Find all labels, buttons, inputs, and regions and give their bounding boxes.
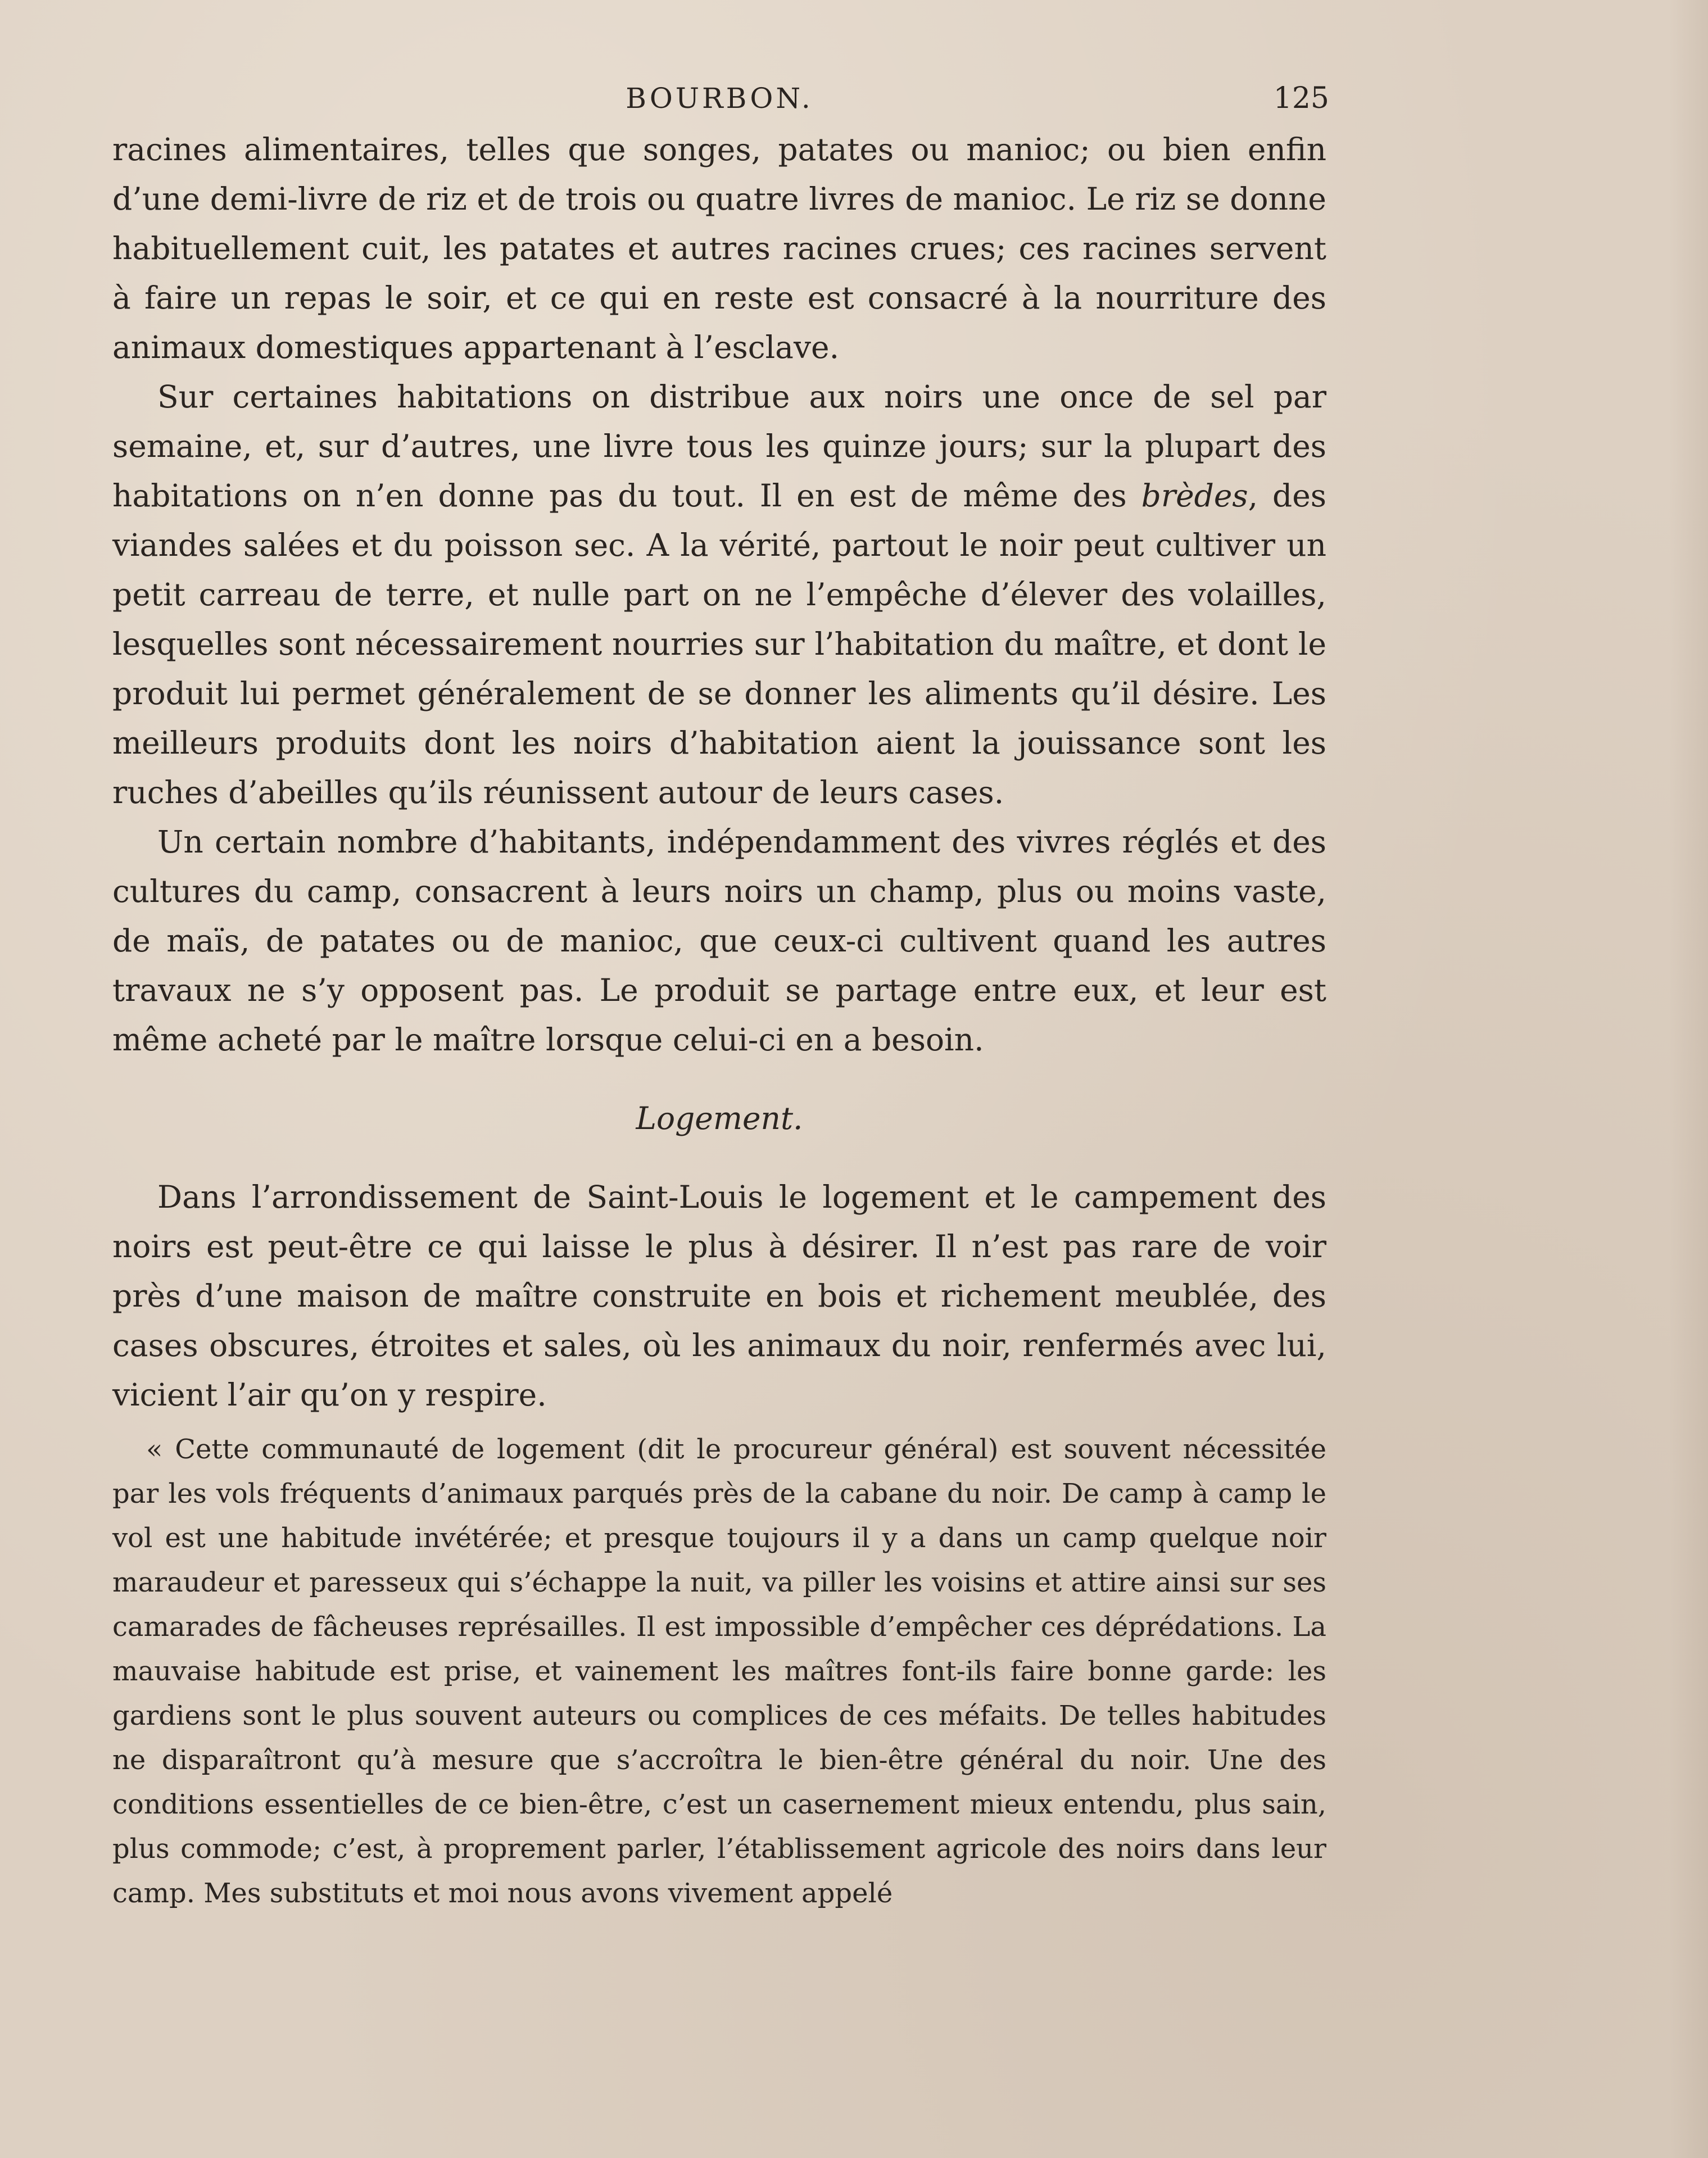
paragraph-salt-rations bbox=[112, 372, 1326, 817]
running-title: BOURBON. bbox=[626, 82, 813, 115]
page-number: 125 bbox=[1273, 81, 1329, 115]
paragraph-salt-rations-start: Sur certaines habitations on distribue aux noirs une once de sel par semaine, et, sur d’autres, une livre tous les quinze jours; sur la plupart des habitations on n’en donne pas du tout. Il en est de même des bbox=[112, 379, 1326, 514]
paragraph-salt-rations-end: , des viandes salées et du poisson sec. A la vérité, partout le noir peut cultiver un petit carreau de terre, et nulle part on ne l’empêche d’élever des volailles, lesquelles sont nécessairement nourries sur l’habitation du maître, et dont le produit lui permet généralement de se donner les aliments qu’il désire. Les meilleurs produits dont les noirs d’habitation aient la jouissance sont les ruches d’abeilles qu’ils réunissent autour de leurs cases. bbox=[112, 478, 1327, 810]
main-text bbox=[112, 125, 1326, 1064]
paragraph-fields: Un certain nombre d’habitants, indépendamment des vivres réglés et des cultures du camp, consacrent à leurs noirs un champ, plus ou moins vaste, de maïs, de patates ou de manioc, que ceux-ci cultivent quand les autres travaux ne s’y opposent pas. Le produit se partage entre eux, et leur est même acheté par le maître lorsque celui-ci en a besoin. bbox=[112, 824, 1326, 1058]
document-page bbox=[112, 79, 1329, 1943]
section-text bbox=[112, 1172, 1326, 1420]
italic-term-bredes: brèdes bbox=[1141, 478, 1248, 514]
quotation-block: « Cette communauté de logement (dit le procureur général) est souvent nécessitée par les vols fréquents d’animaux parqués près de la cabane du noir. De camp à camp le vol est une habitude invétérée; et presque toujours il y a dans un camp quelque noir maraudeur et paresseux qui s’échappe la nuit, va piller les voisins et attire ainsi sur ses camarades de fâcheuses représailles. Il est impossible d’empêcher ces déprédations. La mauvaise habitude est prise, et vainement les maîtres font-ils faire bonne garde: les gardiens sont le plus souvent auteurs ou complices de ces méfaits. De telles habitudes ne disparaîtront qu’à mesure que s’accroîtra le bien-être général du noir. Une des conditions essentielles de ce bien-être, c’est un casernement mieux entendu, plus sain, plus commode; c’est, à proprement parler, l’établissement agricole des noirs dans leur camp. Mes substituts et moi nous avons vivement appelé bbox=[112, 1434, 1326, 1909]
page-header bbox=[112, 79, 1329, 118]
paragraph-continuation: racines alimentaires, telles que songes, patates ou manioc; ou bien enfin d’une demi-livre de riz et de trois ou quatre livres de manioc. Le riz se donne habituellement cuit, les patates et autres racines crues; ces racines servent à faire un repas le soir, et ce qui en reste est consacré à la nourriture des animaux domestiques appartenant à l’esclave. bbox=[112, 132, 1326, 365]
page-edge-shading bbox=[1669, 0, 1708, 2158]
paragraph-housing: Dans l’arrondissement de Saint-Louis le logement et le campement des noirs est peut-être ce qui laisse le plus à désirer. Il n’est pas rare de voir près d’une maison de maître construite en bois et richement meublée, des cases obscures, étroites et sales, où les animaux du noir, renfermés avec lui, vicient l’air qu’on y respire. bbox=[112, 1179, 1326, 1413]
section-title: Logement. bbox=[636, 1100, 803, 1136]
